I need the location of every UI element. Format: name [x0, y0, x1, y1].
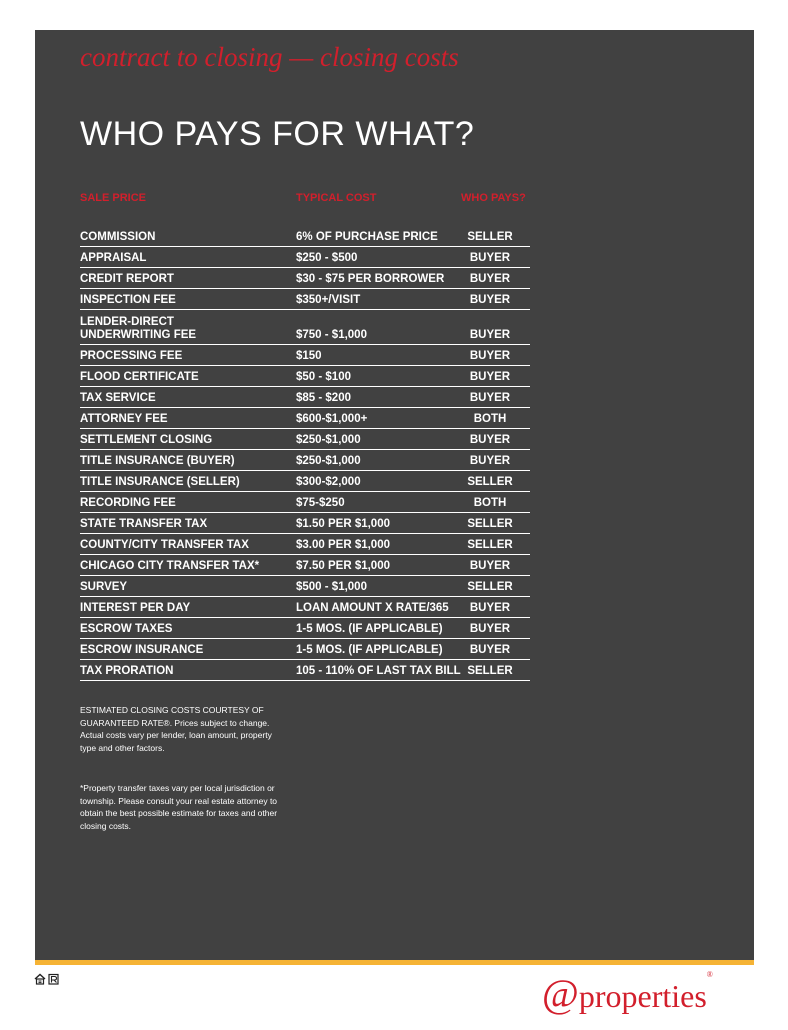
row-cost: $750 - $1,000	[296, 329, 367, 341]
row-cost: $250-$1,000	[296, 434, 361, 446]
table-row	[80, 429, 530, 450]
row-item: ATTORNEY FEE	[80, 413, 168, 425]
row-who: BUYER	[469, 273, 511, 285]
row-who: BOTH	[473, 497, 507, 509]
table-row	[80, 387, 530, 408]
row-who: SELLER	[467, 476, 513, 488]
row-item: ESCROW INSURANCE	[80, 644, 204, 656]
row-item: PROCESSING FEE	[80, 350, 183, 362]
row-cost: LOAN AMOUNT X RATE/365	[296, 602, 449, 614]
row-who: BUYER	[469, 350, 511, 362]
row-who: SELLER	[467, 518, 513, 530]
row-who: SELLER	[467, 665, 513, 677]
row-item: COUNTY/CITY TRANSFER TAX	[80, 539, 249, 551]
row-item: ESCROW TAXES	[80, 623, 173, 635]
row-who: BOTH	[473, 413, 507, 425]
table-row	[80, 268, 530, 289]
row-cost: $85 - $200	[296, 392, 351, 404]
row-who: BUYER	[469, 294, 511, 306]
row-who: BUYER	[469, 329, 511, 341]
cost-table	[80, 226, 530, 681]
row-cost: $350+/VISIT	[296, 294, 361, 306]
row-who: SELLER	[467, 231, 513, 243]
transfer-tax-note: *Property transfer taxes vary per local jurisdiction or township. Please consult your real estate attorney to obtain the best possible estimate for taxes and other closing costs.	[80, 783, 278, 831]
row-cost: $1.50 PER $1,000	[296, 518, 390, 530]
table-row	[80, 226, 530, 247]
row-item: TITLE INSURANCE (BUYER)	[80, 455, 235, 467]
row-who: BUYER	[469, 392, 511, 404]
row-who: BUYER	[469, 455, 511, 467]
table-row	[80, 366, 530, 387]
section-subtitle: contract to closing — closing costs	[80, 42, 459, 72]
table-row	[80, 408, 530, 429]
row-cost: $500 - $1,000	[296, 581, 367, 593]
table-row	[80, 618, 530, 639]
row-item: SETTLEMENT CLOSING	[80, 434, 213, 446]
table-row	[80, 247, 530, 268]
row-who: BUYER	[469, 602, 511, 614]
row-item-line2: UNDERWRITING FEE	[80, 329, 197, 341]
row-cost: 1-5 MOS. (IF APPLICABLE)	[296, 644, 443, 656]
row-cost: $7.50 PER $1,000	[296, 560, 390, 572]
row-cost: $250 - $500	[296, 252, 358, 264]
row-cost: $75-$250	[296, 497, 345, 509]
row-item: CREDIT REPORT	[80, 273, 174, 285]
header-who-pays: WHO PAYS?	[461, 192, 526, 204]
row-item: STATE TRANSFER TAX	[80, 518, 208, 530]
row-item: COMMISSION	[80, 231, 156, 243]
row-item: FLOOD CERTIFICATE	[80, 371, 199, 383]
table-row	[80, 576, 530, 597]
table-row	[80, 534, 530, 555]
row-item: CHICAGO CITY TRANSFER TAX*	[80, 560, 260, 572]
table-row	[80, 345, 530, 366]
table-row	[80, 450, 530, 471]
table-row	[80, 555, 530, 576]
logo-registered-mark: ®	[706, 970, 713, 979]
row-item: SURVEY	[80, 581, 128, 593]
row-item: RECORDING FEE	[80, 497, 176, 509]
row-who: BUYER	[469, 623, 511, 635]
table-row	[80, 289, 530, 310]
row-who: BUYER	[469, 252, 511, 264]
table-row	[80, 639, 530, 660]
row-cost: $50 - $100	[296, 371, 351, 383]
logo-wordmark: properties	[578, 978, 707, 1014]
table-row	[80, 597, 530, 618]
row-cost: $30 - $75 PER BORROWER	[296, 273, 445, 285]
table-row	[80, 513, 530, 534]
row-cost: 6% OF PURCHASE PRICE	[296, 231, 438, 243]
row-item: INSPECTION FEE	[80, 294, 176, 306]
row-cost: 105 - 110% OF LAST TAX BILL	[296, 665, 461, 677]
table-row	[80, 310, 530, 345]
row-item: LENDER-DIRECT	[80, 316, 174, 328]
row-item: INTEREST PER DAY	[80, 602, 191, 614]
row-cost: $150	[296, 350, 322, 362]
logo-at-symbol: @	[542, 971, 579, 1016]
closing-costs-note: ESTIMATED CLOSING COSTS COURTESY OF GUARANTEED RATE®. Prices subject to change. Actual costs vary per lender, loan amount, property type and other factors.	[80, 705, 272, 753]
row-who: BUYER	[469, 371, 511, 383]
header-typical-cost: TYPICAL COST	[296, 192, 377, 204]
row-who: BUYER	[469, 560, 511, 572]
row-who: BUYER	[469, 434, 511, 446]
row-item: TAX SERVICE	[80, 392, 156, 404]
gold-divider	[35, 960, 754, 965]
row-cost: $300-$2,000	[296, 476, 361, 488]
row-who: SELLER	[467, 581, 513, 593]
header-sale-price: SALE PRICE	[80, 192, 147, 204]
row-item: TITLE INSURANCE (SELLER)	[80, 476, 240, 488]
table-row	[80, 471, 530, 492]
row-cost: $250-$1,000	[296, 455, 361, 467]
row-cost: $3.00 PER $1,000	[296, 539, 390, 551]
equal-housing-realtor-icons	[34, 973, 68, 985]
page-title: WHO PAYS FOR WHAT?	[80, 115, 475, 153]
table-header	[80, 192, 530, 208]
row-who: SELLER	[467, 539, 513, 551]
row-who: BUYER	[469, 644, 511, 656]
row-item: TAX PRORATION	[80, 665, 174, 677]
row-item: APPRAISAL	[80, 252, 147, 264]
row-cost: 1-5 MOS. (IF APPLICABLE)	[296, 623, 443, 635]
properties-logo	[542, 970, 713, 1017]
table-row	[80, 660, 530, 681]
row-cost: $600-$1,000+	[296, 413, 368, 425]
realtor-icon	[49, 975, 58, 985]
equal-housing-icon	[35, 975, 45, 985]
table-row	[80, 492, 530, 513]
